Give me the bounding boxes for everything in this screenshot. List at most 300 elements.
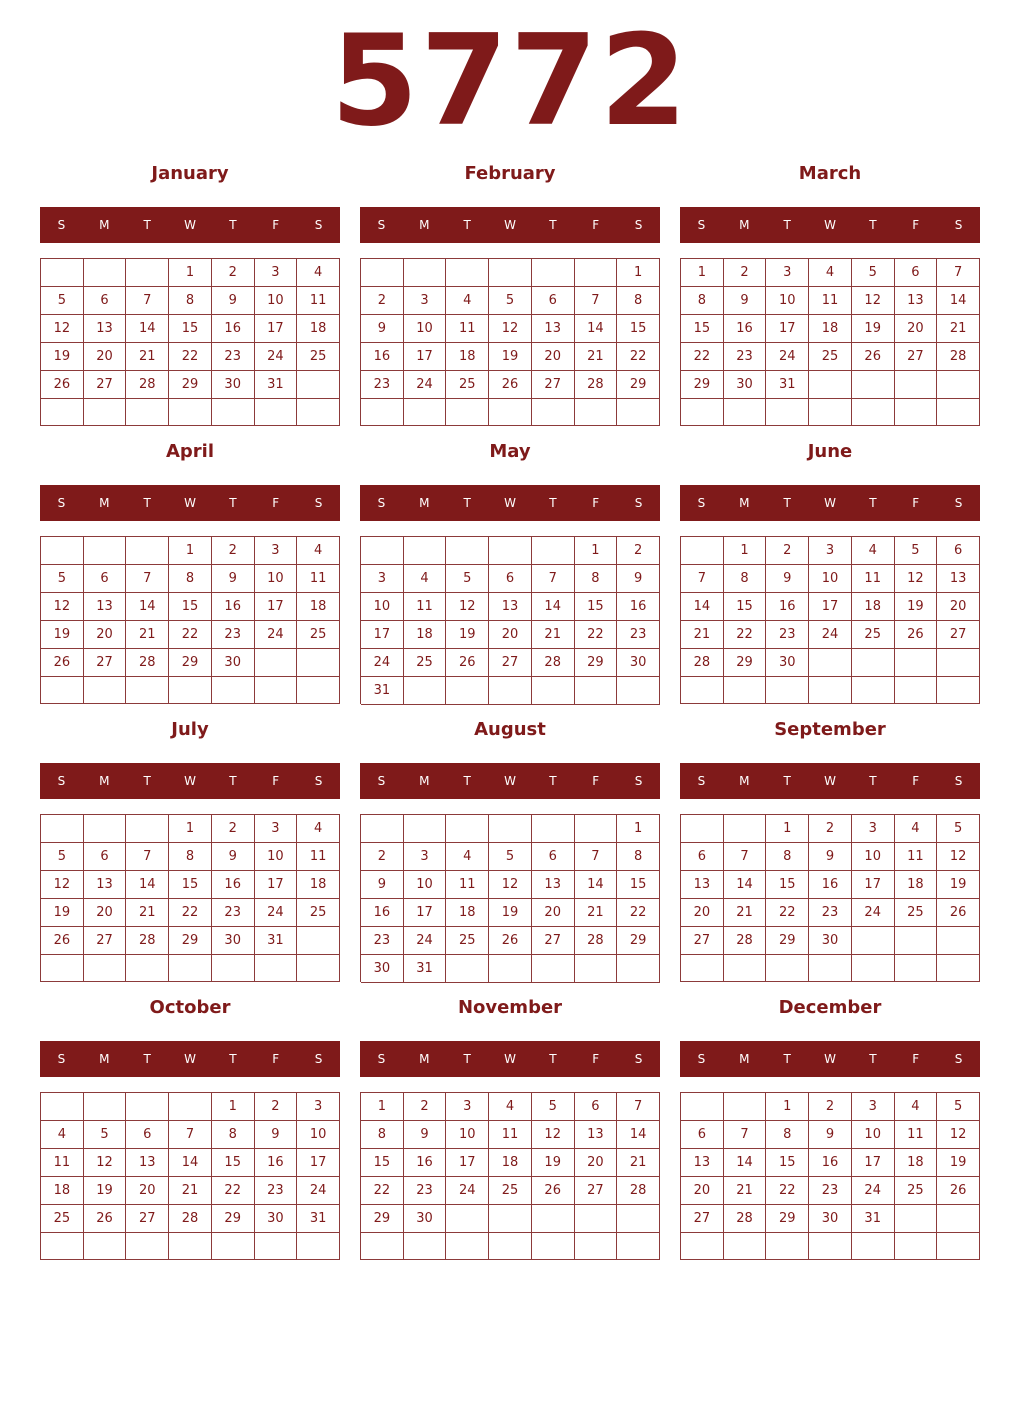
weekday-label: S (377, 218, 386, 232)
month-title: May (489, 441, 531, 462)
weekday-label: W (184, 218, 196, 232)
day-cell: 23 (361, 371, 404, 399)
day-cell: 25 (297, 343, 340, 371)
day-cell: 4 (297, 815, 340, 843)
day-cell: 27 (681, 1205, 724, 1233)
day-cell: 2 (617, 537, 660, 565)
month-title: July (171, 719, 209, 740)
day-cell: 31 (297, 1205, 340, 1233)
day-cell: 8 (575, 565, 618, 593)
day-grid (40, 1092, 340, 1260)
empty-day-cell (895, 927, 938, 955)
weekday-label: S (377, 774, 386, 788)
day-cell: 27 (126, 1205, 169, 1233)
day-cell: 13 (532, 871, 575, 899)
empty-day-cell (681, 955, 724, 982)
day-cell: 26 (84, 1205, 127, 1233)
empty-day-cell (937, 371, 980, 399)
weekday-label: M (419, 1052, 430, 1066)
day-cell: 22 (724, 621, 767, 649)
weekday-label: M (739, 218, 750, 232)
day-cell: 1 (169, 259, 212, 287)
day-cell: 30 (361, 955, 404, 983)
weekday-label: T (549, 218, 557, 232)
day-cell: 28 (617, 1177, 660, 1205)
day-cell: 11 (297, 843, 340, 871)
weekday-label: S (314, 1052, 323, 1066)
day-cell: 8 (766, 843, 809, 871)
month-june (680, 437, 980, 707)
day-cell: 7 (937, 259, 980, 287)
empty-day-cell (489, 537, 532, 565)
day-cell: 7 (617, 1093, 660, 1121)
day-cell: 18 (895, 871, 938, 899)
empty-day-cell (297, 399, 340, 426)
day-cell: 10 (255, 843, 298, 871)
day-cell: 28 (126, 649, 169, 677)
weekday-label: W (824, 496, 836, 510)
weekday-label: W (184, 774, 196, 788)
empty-day-cell (297, 927, 340, 955)
day-cell: 3 (809, 537, 852, 565)
weekday-label: F (272, 218, 280, 232)
empty-day-cell (446, 1233, 489, 1260)
day-cell: 16 (404, 1149, 447, 1177)
day-cell: 15 (617, 871, 660, 899)
day-cell: 18 (297, 593, 340, 621)
weekday-label: S (57, 496, 66, 510)
day-cell: 19 (937, 1149, 980, 1177)
day-cell: 30 (617, 649, 660, 677)
day-cell: 23 (766, 621, 809, 649)
empty-day-cell (489, 677, 532, 705)
empty-day-cell (532, 1205, 575, 1233)
day-cell: 14 (617, 1121, 660, 1149)
weekday-label: W (184, 496, 196, 510)
day-cell: 18 (895, 1149, 938, 1177)
day-cell: 6 (126, 1121, 169, 1149)
day-cell: 30 (212, 649, 255, 677)
day-cell: 22 (169, 343, 212, 371)
weekday-header (680, 207, 980, 243)
day-cell: 25 (489, 1177, 532, 1205)
day-cell: 14 (724, 871, 767, 899)
weekday-label: W (504, 496, 516, 510)
empty-day-cell (404, 537, 447, 565)
day-cell: 5 (41, 565, 84, 593)
day-cell: 6 (532, 287, 575, 315)
empty-day-cell (126, 1093, 169, 1121)
day-grid (360, 814, 660, 982)
empty-day-cell (126, 537, 169, 565)
weekday-header (360, 763, 660, 799)
empty-day-cell (809, 371, 852, 399)
day-cell: 13 (532, 315, 575, 343)
day-cell: 29 (575, 649, 618, 677)
day-cell: 6 (84, 287, 127, 315)
day-cell: 7 (532, 565, 575, 593)
empty-day-cell (766, 955, 809, 982)
day-cell: 28 (937, 343, 980, 371)
day-cell: 28 (126, 927, 169, 955)
day-cell: 1 (575, 537, 618, 565)
empty-day-cell (937, 399, 980, 426)
day-cell: 6 (489, 565, 532, 593)
day-cell: 13 (126, 1149, 169, 1177)
day-cell: 27 (84, 371, 127, 399)
day-cell: 23 (404, 1177, 447, 1205)
day-cell: 14 (532, 593, 575, 621)
day-grid (360, 258, 660, 426)
day-cell: 14 (575, 315, 618, 343)
empty-day-cell (852, 399, 895, 426)
weekday-label: M (419, 218, 430, 232)
day-cell: 9 (404, 1121, 447, 1149)
day-cell: 18 (297, 315, 340, 343)
day-cell: 17 (809, 593, 852, 621)
empty-day-cell (41, 259, 84, 287)
empty-day-cell (852, 927, 895, 955)
day-cell: 26 (489, 371, 532, 399)
day-cell: 24 (361, 649, 404, 677)
day-cell: 19 (446, 621, 489, 649)
day-cell: 20 (532, 343, 575, 371)
empty-day-cell (255, 649, 298, 677)
day-cell: 20 (126, 1177, 169, 1205)
empty-day-cell (532, 259, 575, 287)
day-cell: 20 (895, 315, 938, 343)
day-cell: 17 (766, 315, 809, 343)
day-cell: 2 (361, 287, 404, 315)
weekday-label: T (783, 218, 791, 232)
empty-day-cell (84, 1093, 127, 1121)
day-cell: 31 (255, 371, 298, 399)
day-cell: 12 (41, 871, 84, 899)
day-cell: 29 (169, 927, 212, 955)
empty-day-cell (532, 399, 575, 426)
empty-day-cell (532, 537, 575, 565)
weekday-label: T (549, 774, 557, 788)
day-cell: 30 (809, 1205, 852, 1233)
empty-day-cell (84, 259, 127, 287)
day-cell: 14 (575, 871, 618, 899)
empty-day-cell (852, 649, 895, 677)
day-cell: 21 (575, 343, 618, 371)
weekday-label: T (143, 1052, 151, 1066)
day-cell: 5 (852, 259, 895, 287)
empty-day-cell (575, 677, 618, 705)
empty-day-cell (126, 815, 169, 843)
weekday-label: M (739, 496, 750, 510)
day-cell: 25 (895, 1177, 938, 1205)
day-cell: 5 (937, 1093, 980, 1121)
weekday-label: T (549, 1052, 557, 1066)
day-cell: 29 (361, 1205, 404, 1233)
day-cell: 17 (852, 871, 895, 899)
day-cell: 10 (809, 565, 852, 593)
weekday-header (40, 1041, 340, 1077)
weekday-label: T (783, 774, 791, 788)
empty-day-cell (297, 649, 340, 677)
weekday-label: T (869, 218, 877, 232)
empty-day-cell (212, 955, 255, 982)
day-cell: 25 (809, 343, 852, 371)
day-cell: 11 (852, 565, 895, 593)
day-cell: 5 (489, 287, 532, 315)
empty-day-cell (255, 399, 298, 426)
empty-day-cell (895, 1205, 938, 1233)
day-cell: 8 (169, 843, 212, 871)
day-cell: 20 (575, 1149, 618, 1177)
month-september (680, 715, 980, 985)
day-cell: 17 (297, 1149, 340, 1177)
month-october (40, 993, 340, 1263)
day-cell: 22 (617, 343, 660, 371)
weekday-label: S (377, 1052, 386, 1066)
day-cell: 24 (809, 621, 852, 649)
day-cell: 2 (809, 1093, 852, 1121)
day-cell: 4 (297, 537, 340, 565)
day-cell: 23 (212, 621, 255, 649)
day-cell: 16 (212, 871, 255, 899)
weekday-header (40, 207, 340, 243)
day-cell: 13 (489, 593, 532, 621)
day-cell: 28 (126, 371, 169, 399)
day-grid (40, 536, 340, 704)
day-cell: 1 (361, 1093, 404, 1121)
day-cell: 15 (617, 315, 660, 343)
day-cell: 29 (766, 927, 809, 955)
month-november (360, 993, 660, 1263)
day-cell: 13 (575, 1121, 618, 1149)
month-title: March (798, 163, 862, 184)
weekday-label: T (463, 774, 471, 788)
day-cell: 8 (617, 287, 660, 315)
day-cell: 27 (895, 343, 938, 371)
day-cell: 3 (255, 259, 298, 287)
weekday-label: S (634, 1052, 643, 1066)
day-cell: 1 (212, 1093, 255, 1121)
day-cell: 17 (404, 899, 447, 927)
day-cell: 31 (361, 677, 404, 705)
day-cell: 10 (446, 1121, 489, 1149)
weekday-label: S (377, 496, 386, 510)
day-cell: 21 (126, 621, 169, 649)
weekday-label: M (739, 1052, 750, 1066)
day-cell: 12 (489, 871, 532, 899)
empty-day-cell (895, 399, 938, 426)
year-title: 5772 (330, 7, 690, 154)
day-cell: 26 (489, 927, 532, 955)
empty-day-cell (766, 1233, 809, 1260)
day-cell: 13 (681, 1149, 724, 1177)
day-cell: 3 (766, 259, 809, 287)
weekday-header (360, 207, 660, 243)
day-grid (680, 536, 980, 704)
day-cell: 1 (724, 537, 767, 565)
day-cell: 27 (575, 1177, 618, 1205)
weekday-header (40, 763, 340, 799)
empty-day-cell (361, 1233, 404, 1260)
weekday-label: T (549, 496, 557, 510)
day-cell: 13 (937, 565, 980, 593)
weekday-label: F (912, 218, 920, 232)
empty-day-cell (809, 677, 852, 704)
day-cell: 21 (575, 899, 618, 927)
empty-day-cell (41, 677, 84, 704)
empty-day-cell (169, 677, 212, 704)
day-cell: 24 (446, 1177, 489, 1205)
empty-day-cell (575, 399, 618, 426)
empty-day-cell (532, 815, 575, 843)
day-cell: 19 (532, 1149, 575, 1177)
day-cell: 24 (297, 1177, 340, 1205)
empty-day-cell (937, 1205, 980, 1233)
day-cell: 23 (724, 343, 767, 371)
weekday-label: S (697, 774, 706, 788)
day-cell: 22 (361, 1177, 404, 1205)
day-cell: 3 (404, 287, 447, 315)
day-cell: 29 (766, 1205, 809, 1233)
empty-day-cell (681, 399, 724, 426)
weekday-label: F (912, 1052, 920, 1066)
empty-day-cell (404, 677, 447, 705)
weekday-label: M (419, 774, 430, 788)
day-cell: 27 (489, 649, 532, 677)
day-cell: 25 (446, 927, 489, 955)
day-cell: 17 (255, 315, 298, 343)
day-cell: 16 (212, 593, 255, 621)
day-grid (680, 1092, 980, 1260)
day-cell: 9 (766, 565, 809, 593)
day-cell: 27 (84, 927, 127, 955)
empty-day-cell (681, 1233, 724, 1260)
day-cell: 18 (446, 343, 489, 371)
month-may (360, 437, 660, 707)
empty-day-cell (489, 815, 532, 843)
day-cell: 17 (404, 343, 447, 371)
day-cell: 31 (255, 927, 298, 955)
weekday-label: T (463, 1052, 471, 1066)
day-cell: 7 (126, 287, 169, 315)
day-cell: 20 (84, 621, 127, 649)
day-cell: 11 (297, 287, 340, 315)
empty-day-cell (446, 1205, 489, 1233)
empty-day-cell (41, 1093, 84, 1121)
weekday-label: W (824, 1052, 836, 1066)
day-cell: 26 (937, 1177, 980, 1205)
weekday-label: M (99, 496, 110, 510)
weekday-label: S (314, 496, 323, 510)
month-title: September (774, 719, 886, 740)
day-cell: 23 (809, 1177, 852, 1205)
day-cell: 9 (724, 287, 767, 315)
day-cell: 2 (255, 1093, 298, 1121)
empty-day-cell (617, 1205, 660, 1233)
empty-day-cell (724, 399, 767, 426)
day-cell: 3 (255, 537, 298, 565)
empty-day-cell (809, 399, 852, 426)
empty-day-cell (852, 677, 895, 704)
day-cell: 10 (404, 871, 447, 899)
empty-day-cell (126, 677, 169, 704)
empty-day-cell (126, 259, 169, 287)
day-cell: 24 (852, 1177, 895, 1205)
day-cell: 18 (852, 593, 895, 621)
empty-day-cell (617, 955, 660, 983)
day-cell: 22 (617, 899, 660, 927)
day-cell: 12 (852, 287, 895, 315)
day-cell: 30 (724, 371, 767, 399)
empty-day-cell (809, 1233, 852, 1260)
weekday-label: W (824, 218, 836, 232)
weekday-header (680, 763, 980, 799)
day-cell: 24 (404, 927, 447, 955)
day-grid (360, 1092, 660, 1260)
empty-day-cell (575, 259, 618, 287)
day-cell: 29 (169, 371, 212, 399)
empty-day-cell (895, 955, 938, 982)
day-cell: 4 (297, 259, 340, 287)
day-cell: 4 (446, 843, 489, 871)
day-cell: 7 (575, 843, 618, 871)
day-cell: 3 (404, 843, 447, 871)
month-february (360, 159, 660, 429)
empty-day-cell (937, 955, 980, 982)
month-title: August (474, 719, 546, 740)
weekday-label: S (954, 496, 963, 510)
day-cell: 7 (681, 565, 724, 593)
month-title: June (807, 441, 853, 462)
empty-day-cell (575, 815, 618, 843)
weekday-label: T (783, 496, 791, 510)
day-cell: 2 (361, 843, 404, 871)
day-cell: 16 (809, 1149, 852, 1177)
day-cell: 8 (212, 1121, 255, 1149)
day-cell: 20 (532, 899, 575, 927)
weekday-label: T (869, 496, 877, 510)
day-cell: 20 (937, 593, 980, 621)
day-cell: 11 (404, 593, 447, 621)
empty-day-cell (489, 955, 532, 983)
weekday-label: F (272, 774, 280, 788)
empty-day-cell (126, 399, 169, 426)
day-cell: 21 (617, 1149, 660, 1177)
day-cell: 12 (446, 593, 489, 621)
weekday-label: M (739, 774, 750, 788)
day-cell: 24 (255, 343, 298, 371)
day-cell: 17 (852, 1149, 895, 1177)
empty-day-cell (297, 1233, 340, 1260)
day-cell: 8 (766, 1121, 809, 1149)
empty-day-cell (169, 1093, 212, 1121)
day-cell: 19 (489, 899, 532, 927)
day-cell: 5 (41, 287, 84, 315)
day-cell: 10 (766, 287, 809, 315)
day-cell: 25 (297, 899, 340, 927)
empty-day-cell (169, 399, 212, 426)
empty-day-cell (84, 1233, 127, 1260)
day-cell: 10 (852, 1121, 895, 1149)
day-cell: 24 (766, 343, 809, 371)
empty-day-cell (937, 927, 980, 955)
day-cell: 3 (361, 565, 404, 593)
month-april (40, 437, 340, 707)
day-cell: 23 (212, 343, 255, 371)
day-cell: 7 (724, 843, 767, 871)
day-cell: 6 (532, 843, 575, 871)
day-cell: 19 (41, 621, 84, 649)
